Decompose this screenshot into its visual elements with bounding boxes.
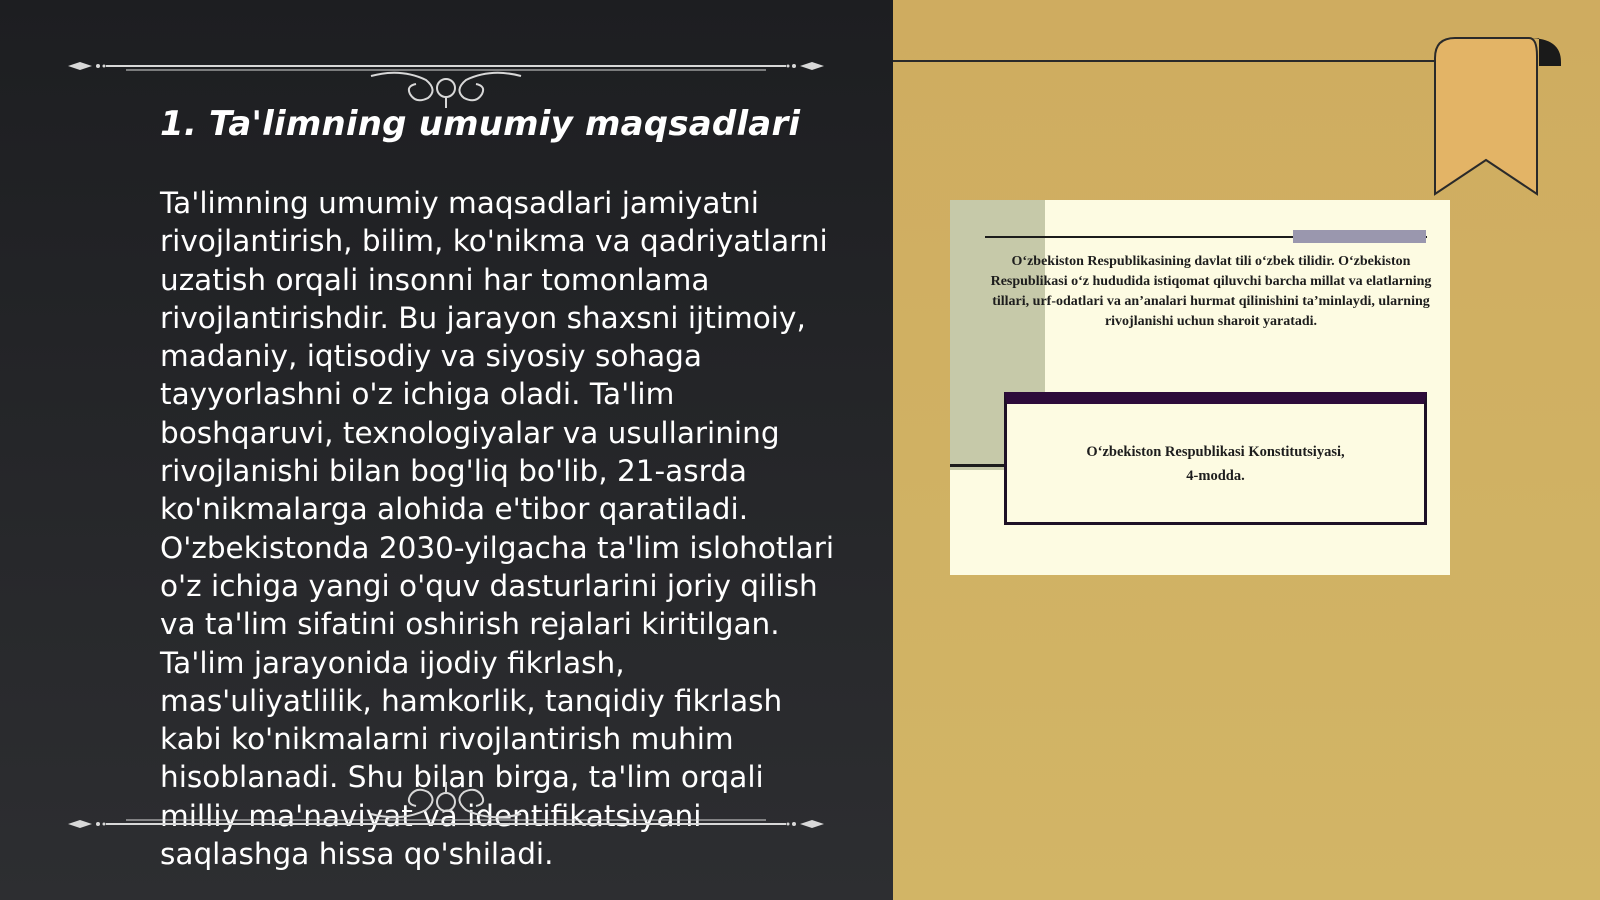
constitution-quote: O‘zbekiston Respublikasining davlat tili o‘zbek tilidir. O‘zbekiston Respublikasi o‘z hududida istiqomat qiluvchi barcha millat va elatlarning tillari, urf-odatlari va an’analari hurmat qilinishini ta’minlaydi, ularning rivojlanishi uchun sharoit yaratadi. xyxy=(990,254,1432,329)
scroll-divider-icon xyxy=(66,58,826,108)
doc-accent-bar xyxy=(1293,230,1426,243)
slide-body-text: Ta'limning umumiy maqsadlari jamiyatni rivojlantirish, bilim, ko'nikma va qadriyatlarni uzatish orqali insonni har tomonlama rivojlantirishdir. Bu jarayon shaxsni ijtimoiy, madaniy, iqtisodiy va siyosiy sohaga tayyorlashni o'z ichiga oladi. Ta'lim boshqaruvi, texnologiyalar va usullarining rivojlanishi bilan bog'liq bo'lib, 21-asrda ko'nikmalarga alohida e'tibor qaratiladi. O'zbekistonda 2030-yilgacha ta'lim islohotlari o'z ichiga yangi o'quv dasturlarini joriy qilish va ta'lim sifatini oshirish rejalari kiritilgan. Ta'lim jarayonida ijodiy fikrlash, mas'uliyatlilik, hamkorlik, tanqidiy fikrlash kabi ko'nikmalarni rivojlantirish muhim hisoblanadi. Shu bilan birga, ta'lim orqali milliy ma'naviyat va identifikatsiyani saqlashga hissa qo'shiladi. xyxy=(160,186,835,872)
citation-line-2: 4-modda. xyxy=(1186,468,1245,484)
citation-text xyxy=(1007,440,1424,488)
doc-divider xyxy=(950,464,1006,467)
scroll-divider-icon xyxy=(66,782,826,832)
constitution-document-image xyxy=(950,200,1450,575)
citation-box xyxy=(1004,392,1427,525)
decorative-rule xyxy=(893,60,1435,62)
slide-title: 1. Ta'limning umumiy maqsadlari xyxy=(160,104,801,144)
ribbon-bookmark-icon xyxy=(1433,36,1563,198)
citation-line-1: O‘zbekiston Respublikasi Konstitutsiyasi, xyxy=(1086,444,1345,460)
